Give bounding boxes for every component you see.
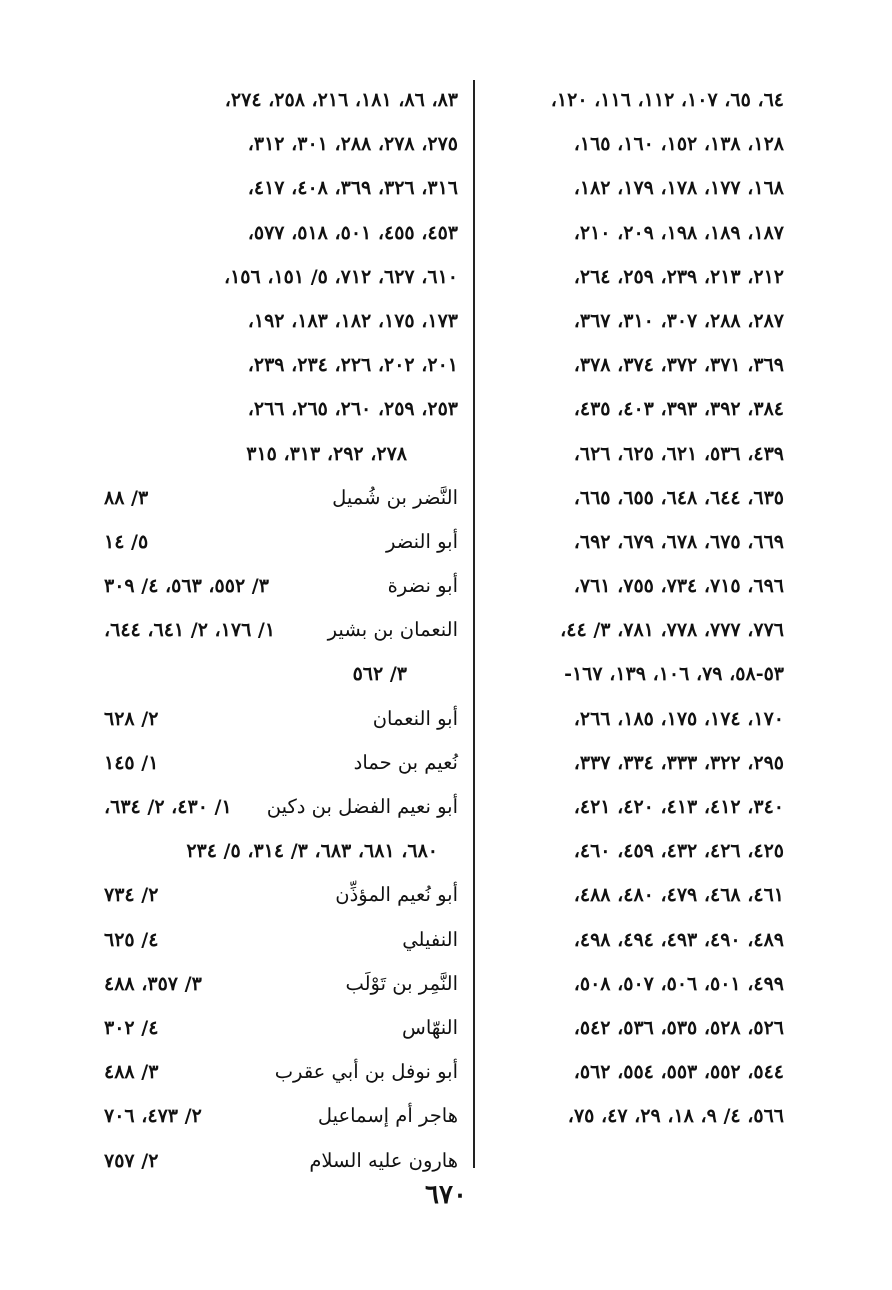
entry-ref: ٤/ ٦٢٥ bbox=[104, 928, 159, 951]
index-entry bbox=[100, 1094, 462, 1138]
index-entry bbox=[100, 476, 462, 520]
entry-ref: ٢/ ٤٧٣، ٧٠٦ bbox=[104, 1105, 202, 1128]
index-entry bbox=[100, 741, 462, 785]
entry-ref: ٣/ ٣٥٧، ٤٨٨ bbox=[104, 972, 202, 995]
index-line: ٤٢٥، ٤٢٦، ٤٣٢، ٤٥٩، ٤٦٠، bbox=[573, 840, 784, 863]
entry-ref: ٣/ ٥٥٢، ٥٦٣، ٤/ ٣٠٩ bbox=[104, 575, 269, 598]
index-line: ٦٩٦، ٧١٥، ٧٣٤، ٧٥٥، ٧٦١، bbox=[573, 575, 784, 598]
index-line: ٧٧٦، ٧٧٧، ٧٧٨، ٧٨١، ٣/ ٤٤، bbox=[560, 619, 784, 642]
index-line: ٥٤٤، ٥٥٢، ٥٥٣، ٥٥٤، ٥٦٢، bbox=[573, 1061, 784, 1084]
index-entry bbox=[100, 520, 462, 564]
entry-ref: ٢/ ٧٥٧ bbox=[104, 1149, 159, 1172]
index-line: ٦٦٩، ٦٧٥، ٦٧٨، ٦٧٩، ٦٩٢، bbox=[573, 530, 784, 553]
index-line: ٦٣٥، ٦٤٤، ٦٤٨، ٦٥٥، ٦٦٥، bbox=[573, 486, 784, 509]
index-line: ٦٤، ٦٥، ١٠٧، ١١٢، ١١٦، ١٢٠، bbox=[550, 89, 784, 111]
index-line: ٤٦١، ٤٦٨، ٤٧٩، ٤٨٠، ٤٨٨، bbox=[573, 884, 784, 907]
entry-name: النهّاس bbox=[402, 1015, 458, 1039]
continuation-line bbox=[100, 652, 462, 696]
index-line: ٤٩٩، ٥٠١، ٥٠٦، ٥٠٧، ٥٠٨، bbox=[573, 972, 784, 995]
index-entry bbox=[100, 785, 462, 829]
continuation-line: ٢٠١، ٢٠٢، ٢٢٦، ٢٣٤، ٢٣٩، bbox=[247, 354, 458, 377]
index-entry bbox=[100, 1006, 462, 1050]
continuation-line: ٣١٦، ٣٢٦، ٣٦٩، ٤٠٨، ٤١٧، bbox=[247, 177, 458, 200]
index-entry bbox=[100, 608, 462, 652]
continuation-line: ٤٥٣، ٤٥٥، ٥٠١، ٥١٨، ٥٧٧، bbox=[247, 221, 458, 244]
entry-name: نُعيم بن حماد bbox=[353, 750, 458, 774]
index-entry bbox=[100, 564, 462, 608]
index-entry bbox=[100, 918, 462, 962]
index-line: ٤٣٩، ٥٣٦، ٦٢١، ٦٢٥، ٦٢٦، bbox=[573, 442, 784, 465]
index-line: ٤٨٩، ٤٩٠، ٤٩٣، ٤٩٤، ٤٩٨، bbox=[573, 928, 784, 951]
entry-name: أبو النعمان bbox=[372, 706, 458, 730]
entry-ref: ١/ ١٤٥ bbox=[104, 751, 159, 774]
index-line: ٢٨٧، ٢٨٨، ٣٠٧، ٣١٠، ٣٦٧، bbox=[573, 309, 784, 332]
index-line: ١٨٧، ١٨٩، ١٩٨، ٢٠٩، ٢١٠، bbox=[573, 221, 784, 244]
index-line: ٥٦٦، ٤/ ٩، ١٨، ٢٩، ٤٧، ٧٥، bbox=[567, 1105, 784, 1128]
index-line: ٣٤٠، ٤١٢، ٤١٣، ٤٢٠، ٤٢١، bbox=[573, 796, 784, 818]
continuation-line: ٢٥٣، ٢٥٩، ٢٦٠، ٢٦٥، ٢٦٦، bbox=[247, 398, 458, 421]
entry-ref: ٦٨٠، ٦٨١، ٦٨٣، ٣/ ٣١٤، ٥/ ٢٣٤ bbox=[186, 840, 438, 863]
index-line: ١٧٠، ١٧٤، ١٧٥، ١٨٥، ٢٦٦، bbox=[573, 707, 784, 730]
index-line: ٢١٢، ٢١٣، ٢٣٩، ٢٥٩، ٢٦٤، bbox=[573, 265, 784, 288]
continuation-line bbox=[100, 829, 462, 873]
index-line: ٣٦٩، ٣٧١، ٣٧٢، ٣٧٤، ٣٧٨، bbox=[573, 354, 784, 377]
entry-ref: ٢/ ٧٣٤ bbox=[104, 884, 159, 907]
index-entry bbox=[100, 697, 462, 741]
entry-ref: ٣/ ٤٨٨ bbox=[104, 1061, 159, 1084]
index-line: ٥٣-٥٨، ٧٩، ١٠٦، ١٣٩، ١٦٧- bbox=[564, 663, 784, 686]
page-number: ٦٧٠ bbox=[425, 1180, 467, 1210]
entry-ref: ٣/ ٨٨ bbox=[104, 486, 149, 509]
continuation-line: ٢٧٥، ٢٧٨، ٢٨٨، ٣٠١، ٣١٢، bbox=[247, 133, 458, 156]
entry-ref: ١/ ٤٣٠، ٢/ ٦٣٤، bbox=[104, 796, 232, 818]
index-entry bbox=[100, 1139, 462, 1183]
entry-name: النفيلي bbox=[402, 927, 458, 951]
entry-name: النَّمِر بن تَوْلَب bbox=[345, 971, 458, 995]
continuation-line: ١٧٣، ١٧٥، ١٨٢، ١٨٣، ١٩٢، bbox=[247, 309, 458, 332]
entry-ref: ٢/ ٦٢٨ bbox=[104, 707, 159, 730]
entry-name: أبو نضرة bbox=[387, 574, 458, 598]
entry-ref: ٤/ ٣٠٢ bbox=[104, 1016, 159, 1039]
right-column bbox=[488, 78, 788, 1139]
entry-ref: ١/ ١٧٦، ٢/ ٦٤١، ٦٤٤، bbox=[104, 619, 276, 642]
continuation-line: ٢٧٨، ٢٩٢، ٣١٣، ٣١٥ bbox=[246, 442, 407, 465]
entry-ref: ٥/ ١٤ bbox=[104, 530, 149, 553]
index-line: ٢٩٥، ٣٢٢، ٣٣٣، ٣٣٤، ٣٣٧، bbox=[573, 751, 784, 774]
entry-name: هاجر أم إسماعيل bbox=[317, 1104, 458, 1128]
entry-name: هارون عليه السلام bbox=[309, 1148, 458, 1172]
index-entry bbox=[100, 962, 462, 1006]
entry-ref: ٣/ ٥٦٢ bbox=[352, 663, 407, 686]
index-line: ٥٢٦، ٥٢٨، ٥٣٥، ٥٣٦، ٥٤٢، bbox=[573, 1016, 784, 1039]
entry-name: أبو نُعيم المؤذِّن bbox=[335, 883, 458, 907]
entry-name: النعمان بن بشير bbox=[327, 618, 458, 642]
continuation-line: ٨٣، ٨٦، ١٨١، ٢١٦، ٢٥٨، ٢٧٤، bbox=[224, 89, 458, 111]
entry-name: النَّضر بن شُميل bbox=[332, 485, 458, 509]
left-column bbox=[100, 78, 462, 1183]
index-line: ٣٨٤، ٣٩٢، ٣٩٣، ٤٠٣، ٤٣٥، bbox=[573, 398, 784, 421]
index-line: ١٦٨، ١٧٧، ١٧٨، ١٧٩، ١٨٢، bbox=[573, 177, 784, 200]
continuation-line: ٦١٠، ٦٢٧، ٧١٢، ٥/ ١٥١، ١٥٦، bbox=[223, 265, 458, 288]
column-divider bbox=[473, 80, 475, 1168]
index-line: ١٢٨، ١٣٨، ١٥٢، ١٦٠، ١٦٥، bbox=[573, 133, 784, 156]
index-entry bbox=[100, 1050, 462, 1094]
index-entry bbox=[100, 873, 462, 917]
entry-name: أبو نوفل بن أبي عقرب bbox=[274, 1060, 458, 1084]
entry-name: أبو نعيم الفضل بن دكين bbox=[266, 795, 458, 818]
entry-name: أبو النضر bbox=[385, 529, 458, 553]
